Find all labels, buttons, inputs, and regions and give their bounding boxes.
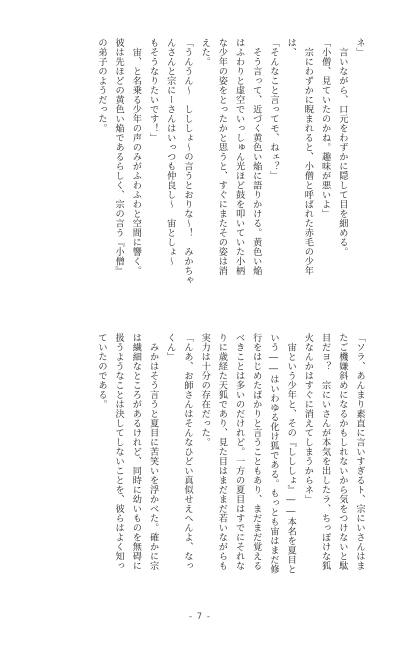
text-line: 宙、と名乗る少年の声のみがふわふわと空間に響く。: [130, 38, 142, 276]
text-line: 行をはじめたばかりと言うこともあり、まだまだ覚える: [250, 333, 262, 571]
text-line: 宙という少年と、その『しししょ』――本名を夏目と: [285, 333, 297, 575]
page-number: - 7 -: [189, 612, 211, 622]
text-line: な少年の姿をとったかと思うと、すぐにまたその姿は消: [216, 38, 228, 276]
text-line: 目だヨ？ 宗にいさんが本気を出したラ、ちっぽけな狐: [319, 333, 331, 571]
upper-text-tier: [34, 38, 368, 291]
text-line: はふわりと虚空でいっしゅん光ほど鼓を叩いていた小柄: [233, 38, 245, 276]
text-line: 「そんなこと言ってモ、ねェ？」: [267, 38, 279, 181]
text-line: ネ」: [354, 38, 365, 57]
text-line: 「うんうん～ しししょ～の言うとおりな～！ みかちゃ: [181, 38, 193, 285]
text-line: は繊細なところがあるけれど、同時に幼いものを無碍に: [130, 333, 142, 571]
text-line: 実力は十分の存在だった。: [199, 333, 211, 447]
text-line: ていたのである。: [95, 333, 107, 409]
text-line: 彼は先ほどの黄色い焔であるらしく、宗の言う『小僧』: [113, 38, 125, 276]
text-line: えた。: [199, 38, 211, 67]
text-line: の弟子のようだった。: [95, 38, 107, 133]
text-line: 火なんかはすぐに消えてしまうからネ」: [302, 333, 314, 504]
text-line: りに歳経た天狐であり、見た目はまだまだ若いながらも: [216, 333, 228, 571]
text-line: 扱うようなことは決してしないことを、彼らはよく知っ: [113, 333, 125, 571]
text-line: 「小僧、見ていたのかね。趣味が悪いよ」: [319, 38, 331, 219]
text-line: んさんと宗にーさんはいっつも仲良し～ 宙としょ～: [164, 38, 176, 266]
lower-text-tier: [34, 333, 368, 595]
text-line: たご機嫌斜めになるかもしれないから気をつけないと駄: [336, 333, 348, 571]
text-line: くん」: [164, 333, 176, 362]
text-line: そう言って、近づく黄色い焔に語りかける。黄色い焔: [250, 38, 262, 276]
text-line: 言いながら、口元をわずかに隠して目を細める。: [336, 38, 348, 257]
text-line: いう――はいわゆる化け狐である。もっとも宙はまだ修: [267, 333, 279, 575]
text-line: もそうなりたいです！」: [147, 38, 159, 143]
text-line: 「んあ、お師さんはそんなひどい真似せえへんよ、なっ: [181, 333, 193, 571]
text-line: 「ソラ、あんまり素直に言いすぎるト、宗にいさんはま: [354, 333, 365, 571]
text-line: べきことは多いのだけれど。一方の夏目はすでにそれな: [233, 333, 245, 571]
text-line: は、: [285, 38, 297, 57]
text-line: 宗にわずかに睨まれると、小僧と呼ばれた赤毛の少年: [302, 38, 314, 276]
text-line: みかはそう言うと夏目に苦笑いを浮かべた。確かに宗: [147, 333, 159, 571]
